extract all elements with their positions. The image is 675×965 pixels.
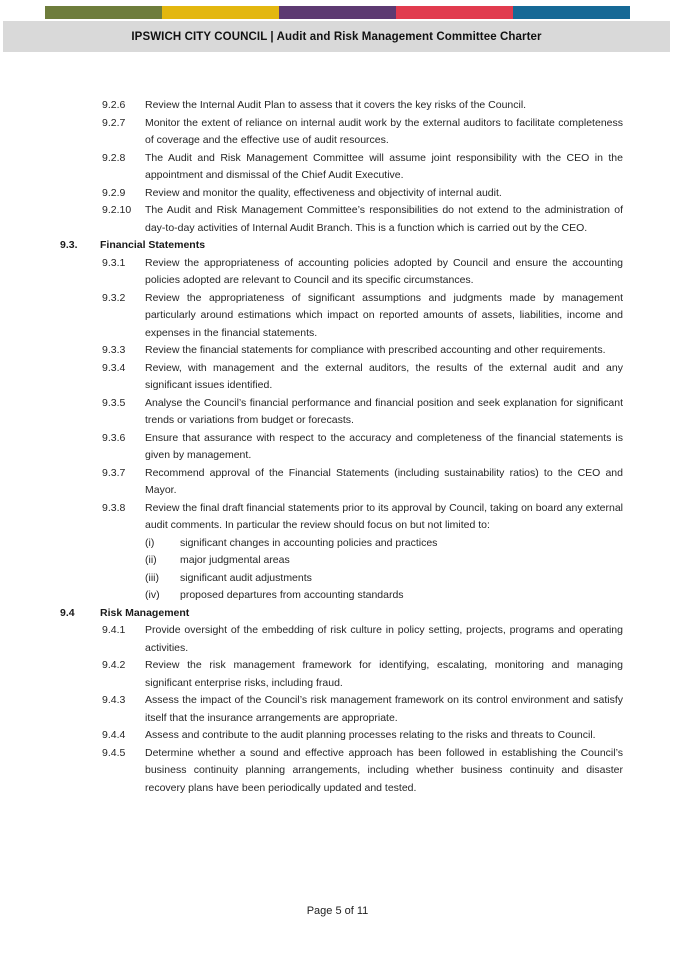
clause-item	[60, 430, 623, 465]
clause-text: Review the appropriateness of significant assumptions and judgments made by management particularly around estimations which impact on reported amounts of assets, liabilities, income and expenses in the financial statements.	[145, 291, 623, 339]
clause-body	[145, 657, 623, 692]
clause-body	[145, 97, 623, 115]
clause-number: 9.2.6	[102, 99, 126, 111]
clause-item	[60, 290, 623, 343]
section-number: 9.4	[60, 606, 75, 619]
sub-clause-text: major judgmental areas	[180, 554, 290, 566]
clause-item	[60, 202, 623, 237]
clause-number: 9.2.7	[102, 116, 126, 129]
sub-clause-number: (ii)	[145, 554, 157, 566]
clause-number: 9.4.2	[102, 659, 126, 671]
clause-number: 9.4.5	[102, 746, 126, 759]
clause-item	[60, 97, 623, 115]
clause-item	[60, 185, 623, 203]
clause-number: 9.3.1	[102, 256, 126, 269]
clause-body	[145, 500, 623, 605]
sub-clause-item	[145, 535, 623, 553]
clause-body	[145, 360, 623, 395]
clause-body	[145, 727, 623, 745]
clause-body	[145, 465, 623, 500]
brand-bar-segment	[513, 6, 630, 19]
clause-body	[145, 745, 623, 798]
clause-item	[60, 255, 623, 290]
clause-item	[60, 150, 623, 185]
brand-bar-segment	[45, 6, 162, 19]
clause-item	[60, 395, 623, 430]
clause-text: The Audit and Risk Management Committee will assume joint responsibility with the CEO in the appointment and dismissal of the Chief Audit Executive.	[145, 151, 623, 181]
clause-number: 9.3.6	[102, 431, 126, 444]
clause-body	[145, 430, 623, 465]
clause-text: Review the financial statements for compliance with prescribed accounting and other requirements.	[145, 344, 606, 356]
clause-body	[145, 342, 623, 360]
clause-text: Ensure that assurance with respect to the accuracy and completeness of the financial statements is given by management.	[145, 431, 623, 461]
sub-clause-number: (iii)	[145, 571, 159, 584]
clause-item	[60, 622, 623, 657]
section-title: Risk Management	[100, 606, 190, 619]
clause-number: 9.4.4	[102, 729, 126, 741]
clause-number: 9.3.7	[102, 466, 126, 479]
clause-item	[60, 115, 623, 150]
clause-item	[60, 727, 623, 745]
section-heading	[60, 605, 623, 623]
clause-number: 9.3.2	[102, 291, 126, 304]
clause-text: Assess the impact of the Council’s risk management framework on its control environment and satisfy itself that the insurance arrangements are appropriate.	[145, 694, 623, 724]
clause-item	[60, 500, 623, 605]
clause-item	[60, 657, 623, 692]
clause-text: Review the final draft financial statements prior to its approval by Council, taking on board any external audit comments. In particular the review should focus on but not limited to:	[145, 501, 623, 531]
clause-number: 9.4.1	[102, 624, 126, 636]
clause-number: 9.3.5	[102, 396, 126, 409]
brand-bar-segment	[162, 6, 279, 19]
clause-body	[145, 290, 623, 343]
sub-clause-text: significant changes in accounting policies and practices	[180, 536, 438, 549]
clause-text: Assess and contribute to the audit planning processes relating to the risks and threats to Council.	[145, 729, 596, 741]
clause-body	[145, 255, 623, 290]
clause-item	[60, 342, 623, 360]
clause-text: Determine whether a sound and effective approach has been followed in establishing the Council’s business continuity planning arrangements, including whether business continuity and disaster recovery plans have been periodically updated and tested.	[145, 746, 623, 794]
clause-text: Monitor the extent of reliance on internal audit work by the external auditors to facilitate completeness of coverage and the effective use of audit resources.	[145, 116, 623, 146]
sub-clause-text: significant audit adjustments	[180, 571, 312, 584]
clause-body	[145, 202, 623, 237]
sub-clause-item	[145, 552, 623, 570]
clause-number: 9.2.8	[102, 151, 126, 164]
clause-text: Review the risk management framework for identifying, escalating, monitoring and managing significant enterprise risks, including fraud.	[145, 659, 623, 689]
sub-clause-number: (i)	[145, 536, 155, 549]
clause-text: Review the appropriateness of accounting policies adopted by Council and ensure the accounting policies adopted are relevant to Council and its specific circumstances.	[145, 256, 623, 286]
clause-body	[145, 185, 623, 203]
section-number: 9.3.	[60, 239, 78, 251]
clause-text: Analyse the Council’s financial performance and financial position and seek explanation for significant trends or variations from budget or forecasts.	[145, 396, 623, 426]
page-number: Page 5 of 11	[306, 905, 369, 917]
clause-body	[145, 395, 623, 430]
sub-clause-item	[145, 570, 623, 588]
document-title: IPSWICH CITY COUNCIL | Audit and Risk Management Committee Charter	[131, 30, 542, 43]
clause-body	[145, 115, 623, 150]
brand-bar-segment	[279, 6, 396, 19]
clause-body	[145, 622, 623, 657]
clause-number: 9.3.4	[102, 361, 126, 374]
brand-color-bar	[45, 6, 630, 19]
clause-text: The Audit and Risk Management Committee’s responsibilities do not extend to the administration of day-to-day activities of Internal Audit Branch. This is a function which is carried out by the CEO.	[145, 204, 623, 234]
section-heading	[60, 237, 623, 255]
clause-text: Provide oversight of the embedding of risk culture in policy setting, projects, programs and operating activities.	[145, 624, 623, 654]
document-header	[3, 21, 670, 52]
clause-number: 9.2.9	[102, 186, 126, 199]
clause-text: Review, with management and the external auditors, the results of the external audit and any significant issues identified.	[145, 361, 623, 391]
clause-text: Recommend approval of the Financial Statements (including sustainability ratios) to the CEO and Mayor.	[145, 466, 623, 496]
clause-item	[60, 465, 623, 500]
clause-number: 9.3.3	[102, 344, 126, 356]
clause-item	[60, 692, 623, 727]
section-title: Financial Statements	[100, 239, 206, 251]
clause-body	[145, 692, 623, 727]
page-footer	[0, 905, 675, 917]
clause-text: Review and monitor the quality, effectiveness and objectivity of internal audit.	[145, 186, 502, 199]
brand-bar-segment	[396, 6, 513, 19]
clause-number: 9.3.8	[102, 501, 126, 514]
clause-number: 9.2.10	[102, 204, 132, 216]
clause-text: Review the Internal Audit Plan to assess that it covers the key risks of the Council.	[145, 99, 527, 111]
sub-clause-item	[145, 587, 623, 605]
clause-body	[145, 150, 623, 185]
document-body	[60, 97, 623, 797]
clause-item	[60, 745, 623, 798]
clause-number: 9.4.3	[102, 694, 126, 706]
clause-item	[60, 360, 623, 395]
sub-clause-text: proposed departures from accounting standards	[180, 589, 404, 601]
sub-clause-number: (iv)	[145, 589, 160, 601]
